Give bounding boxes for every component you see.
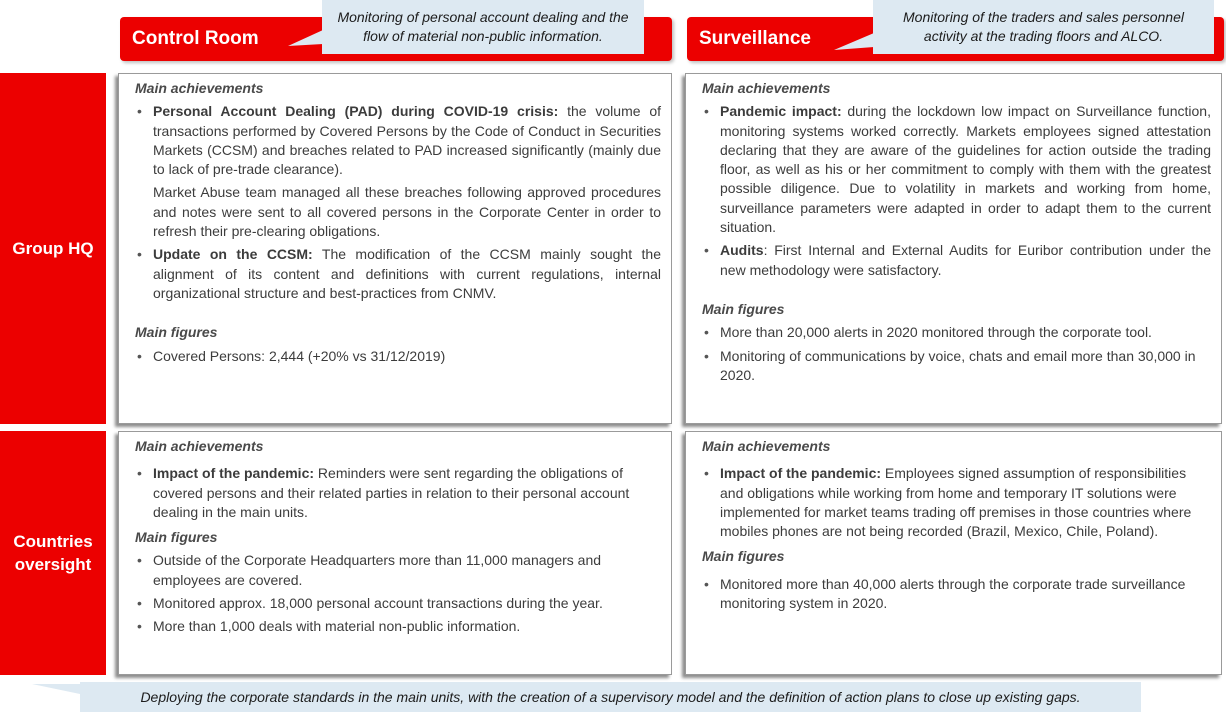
group-hq-surveillance-panel: [685, 73, 1222, 424]
list-item: • Impact of the pandemic: Reminders were sent regarding the obligations of covered persons and their related parties in relation to their personal account dealing in the main units.: [135, 464, 661, 522]
figures-list: [702, 323, 1211, 385]
list-item: • Pandemic impact: during the lockdown low impact on Surveillance function, monitoring systems worked correctly. Markets employees signed attestation declaring that they are aware of the guidelines for action outside the trading floor, as well as his or her commitment to comply with them with the greatest possible diligence. Due to volatility in markets and working from home, surveillance parameters were adapted in order to adapt them to the current situation.: [702, 102, 1211, 237]
list-item: • Personal Account Dealing (PAD) during COVID-19 crisis: the volume of transactions performed by Covered Persons by the Code of Conduct in Securities Markets (CCSM) and breaches related to PAD increased significantly (mainly due to lack of pre-trade clearance).: [135, 102, 661, 179]
control-room-callout: Monitoring of personal account dealing and the flow of material non-public information.: [322, 0, 644, 54]
countries-control-room-panel: [118, 431, 672, 675]
figures-list: [135, 551, 661, 636]
footer-callout: Deploying the corporate standards in the main units, with the creation of a supervisory model and the definition of action plans to close up existing gaps.: [80, 682, 1141, 712]
list-item: • Outside of the Corporate Headquarters more than 11,000 managers and employees are covered.: [135, 551, 661, 590]
figures-list: [702, 575, 1211, 614]
control-room-title: Control Room: [132, 28, 259, 49]
section-title: Main achievements: [135, 438, 264, 454]
achievements-list: [702, 102, 1211, 280]
surveillance-callout-tail: [834, 33, 874, 50]
surveillance-title: Surveillance: [699, 28, 811, 49]
list-item: • Monitored approx. 18,000 personal account transactions during the year.: [135, 594, 661, 613]
section-title: Main figures: [135, 529, 218, 546]
section-title: Main achievements: [702, 80, 831, 96]
achievements-list: [702, 464, 1211, 541]
list-item: • Update on the CCSM: The modification of the CCSM mainly sought the alignment of its content and definitions with current regulations, internal organizational structure and best-practices from CNMV.: [135, 245, 661, 303]
footer-callout-tail: [32, 684, 80, 694]
section-title: Main figures: [135, 324, 218, 341]
list-item: • Audits: First Internal and External Audits for Euribor contribution under the new methodology were satisfactory.: [702, 241, 1211, 280]
list-item: • More than 20,000 alerts in 2020 monitored through the corporate tool.: [702, 323, 1211, 342]
section-title: Main figures: [702, 548, 785, 565]
row-label-countries-oversight: Countries oversight: [0, 431, 106, 675]
list-item: • Monitoring of communications by voice, chats and email more than 30,000 in 2020.: [702, 347, 1211, 386]
figures-list: [135, 347, 661, 366]
achievements-list: [135, 464, 661, 522]
countries-surveillance-panel: [685, 431, 1222, 675]
section-title: Main achievements: [702, 438, 831, 454]
list-item: • More than 1,000 deals with material non-public information.: [135, 617, 661, 636]
list-item: • Monitored more than 40,000 alerts through the corporate trade surveillance monitoring system in 2020.: [702, 575, 1211, 614]
control-room-callout-tail: [288, 30, 323, 46]
list-subparagraph: Market Abuse team managed all these breaches following approved procedures and notes were sent to all covered persons in the Corporate Center in order to refresh their pre-clearing obligations.: [153, 184, 661, 240]
list-item: • Impact of the pandemic: Employees signed assumption of responsibilities and obligations while working from home and temporary IT solutions were implemented for market teams trading off premises in those countries where mobiles phones are not being recorded (Brazil, Mexico, Chile, Poland).: [702, 464, 1211, 541]
section-title: Main achievements: [135, 80, 264, 96]
row-label-group-hq: Group HQ: [0, 73, 106, 424]
section-title: Main figures: [702, 300, 785, 317]
group-hq-control-room-panel: [118, 73, 672, 424]
achievements-list: [135, 102, 661, 179]
surveillance-callout: Monitoring of the traders and sales personnel activity at the trading floors and ALCO.: [873, 0, 1214, 54]
list-item: • Covered Persons: 2,444 (+20% vs 31/12/2019): [135, 347, 661, 366]
